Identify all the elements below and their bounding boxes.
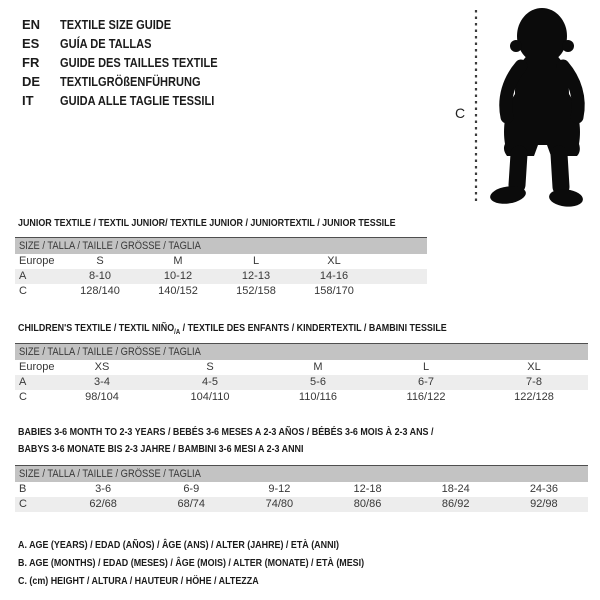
value-cell: S (96, 254, 104, 267)
footnote-text: C. (cm) HEIGHT / ALTURA / HAUTEUR / HÖHE / ALTEZZA (18, 575, 259, 587)
value-cell: M (313, 360, 323, 373)
size-header-cell: SIZE / TALLA / TAILLE / GRÖSSE / TAGLIA (15, 344, 588, 360)
language-code: ES (22, 36, 40, 51)
value-cell: 8-10 (61, 269, 139, 284)
value-cell: S (206, 360, 214, 373)
row-label-cell: Europe (19, 360, 55, 373)
children-size-table (15, 343, 588, 405)
value-cell: 3-4 (48, 375, 156, 390)
value-cell: L (252, 254, 260, 267)
value-cell: 3-6 (95, 482, 112, 495)
height-measure-label: C (455, 105, 466, 121)
value-cell: 152/158 (236, 284, 276, 297)
table-row (15, 360, 588, 375)
value-cell: XL (527, 360, 541, 373)
language-guide-title: GUIDA ALLE TAGLIE TESSILI (60, 93, 215, 108)
row-label-cell: C (19, 390, 27, 403)
language-code: FR (22, 55, 40, 70)
language-title-list (22, 15, 245, 110)
section-title-children: CHILDREN'S TEXTILE / TEXTIL $NIÑO_{/A}$ / TEXTILE DES ENFANTS / KINDERTEXTIL / BAMBINI TESSILE (18, 322, 447, 337)
value-cell: 12-13 (217, 269, 295, 284)
row-label-cell: A (15, 269, 61, 284)
value-cell: M (173, 254, 183, 267)
value-cell: 158/170 (314, 284, 354, 297)
value-cell: 9-12 (268, 482, 291, 495)
footnote-legend (18, 536, 425, 590)
footnote-text: A. AGE (YEARS) / EDAD (AÑOS) / ÂGE (ANS) / ALTER (JAHRE) / ETÀ (ANNI) (18, 539, 339, 551)
language-row (22, 91, 245, 110)
section-title-junior: JUNIOR TEXTILE / TEXTIL JUNIOR/ TEXTILE JUNIOR / JUNIORTEXTIL / JUNIOR TESSILE (18, 217, 396, 229)
footnote-text: B. AGE (MONTHS) / EDAD (MESES) / ÂGE (MOIS) / ALTER (MONATE) / ETÀ (MESI) (18, 557, 365, 569)
row-label-cell: A (15, 375, 48, 390)
language-guide-title: TEXTILE SIZE GUIDE (60, 17, 172, 32)
table-row (15, 482, 588, 497)
value-cell: 24-36 (529, 482, 558, 495)
language-row (22, 53, 245, 72)
toddler-silhouette-icon (445, 4, 597, 210)
section-title-babies: BABIES 3-6 MONTH TO 2-3 YEARS / BEBÉS 3-6 MESES A 2-3 AÑOS / BÉBÉS 3-6 MOIS À 2-3 ANS / BABYS 3-6 MONATE BIS 2-3 JAHRE / BAMBINI 3-6 MESI A 2-3 ANNI (18, 426, 434, 455)
language-guide-title: GUIDE DES TAILLES TEXTILE (60, 55, 218, 70)
value-cell: 18-24 (441, 482, 470, 495)
table-row (15, 375, 588, 390)
table-row (15, 254, 427, 269)
row-label-cell: C (19, 284, 27, 297)
value-cell: 74/80 (235, 497, 323, 512)
size-header-cell: SIZE / TALLA / TAILLE / GRÖSSE / TAGLIA (15, 238, 427, 254)
language-code: EN (22, 17, 41, 32)
value-cell: 5-6 (264, 375, 372, 390)
value-cell: 14-16 (295, 269, 373, 284)
value-cell: 80/86 (323, 497, 411, 512)
table-header-row (15, 344, 588, 360)
value-cell: 6-7 (372, 375, 480, 390)
table-header-row (15, 466, 588, 482)
value-cell: XL (327, 254, 341, 267)
value-cell: 62/68 (59, 497, 147, 512)
table-row (15, 284, 427, 299)
size-header-cell: SIZE / TALLA / TAILLE / GRÖSSE / TAGLIA (15, 466, 588, 482)
language-row (22, 34, 245, 53)
footnote-line (18, 536, 425, 554)
value-cell: 122/128 (514, 390, 554, 403)
spacer-cell (373, 269, 427, 284)
language-code: DE (22, 74, 41, 89)
value-cell: 86/92 (412, 497, 500, 512)
spacer-cell (373, 284, 427, 299)
value-cell: L (422, 360, 430, 373)
measurement-figure (445, 4, 597, 210)
value-cell: 6-9 (183, 482, 200, 495)
babies-size-table (15, 465, 588, 512)
value-cell: 7-8 (480, 375, 588, 390)
value-cell: 10-12 (139, 269, 217, 284)
value-cell: 128/140 (80, 284, 120, 297)
language-guide-title: TEXTILGRÖßENFÜHRUNG (60, 74, 201, 89)
language-code: IT (22, 93, 34, 108)
value-cell: 110/116 (298, 390, 338, 403)
value-cell: 68/74 (147, 497, 235, 512)
footnote-line (18, 554, 425, 572)
junior-size-table (15, 237, 427, 299)
row-label-cell: C (15, 497, 59, 512)
spacer-cell (373, 254, 427, 269)
row-label-cell: B (19, 482, 27, 495)
table-row (15, 390, 588, 405)
language-guide-title: GUÍA DE TALLAS (60, 36, 152, 51)
value-cell: XS (94, 360, 110, 373)
value-cell: 140/152 (158, 284, 198, 297)
value-cell: 4-5 (156, 375, 264, 390)
language-row (22, 15, 245, 34)
row-label-cell: Europe (19, 254, 55, 267)
value-cell: 12-18 (353, 482, 382, 495)
table-row (15, 497, 588, 512)
value-cell: 116/122 (406, 390, 446, 403)
value-cell: 104/110 (190, 390, 230, 403)
footnote-line (18, 572, 425, 590)
table-row (15, 269, 427, 284)
language-row (22, 72, 245, 91)
value-cell: 98/104 (85, 390, 119, 403)
table-header-row (15, 238, 427, 254)
value-cell: 92/98 (500, 497, 588, 512)
